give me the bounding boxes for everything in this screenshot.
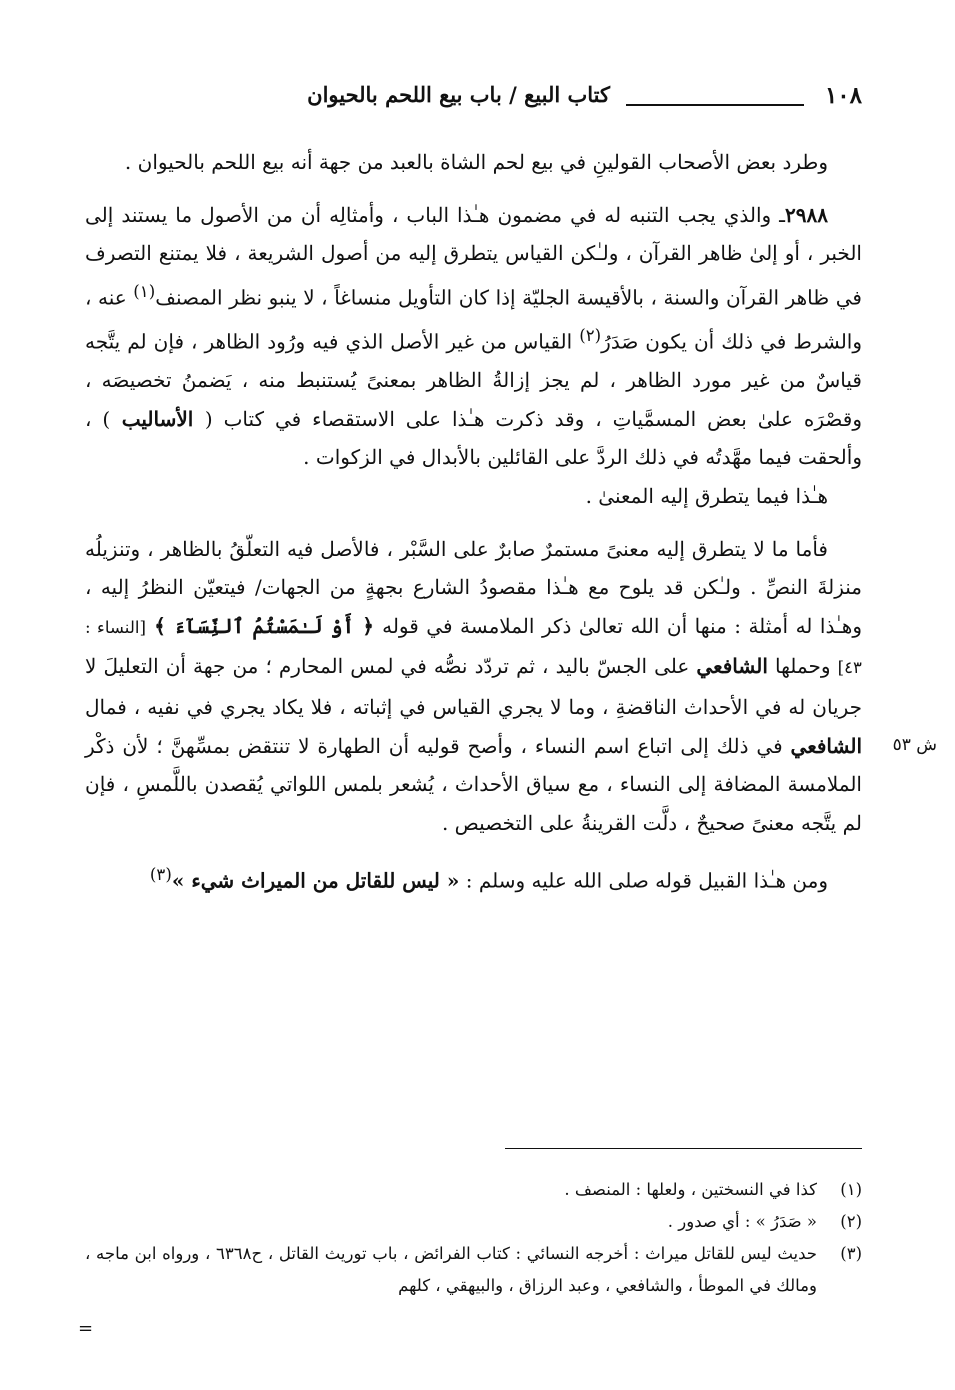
paragraph-1: وطرد بعض الأصحاب القولينِ في بيع لحم الشاة بالعبد من جهة أنه بيع اللحم بالحيوان .	[124, 150, 828, 174]
footnote-number: (٣)	[840, 1244, 862, 1263]
name-shafii-2: الشافعي	[790, 733, 862, 758]
footnote-text: حديث ليس للقاتل ميراث : أخرجه النسائي : كتاب الفرائض ، باب توريث القاتل ، ح٦٣٦٨ ، ورواه ابن ماجه ، ومالك في الموطأ ، والشافعي ، وعبد الرزاق ، والبيهقي ، كلهم	[85, 1244, 817, 1295]
quran-verse: ﴿ أَوْ لَـٰمَسْتُمُ ٱلنِّسَآءَ ﴾	[146, 613, 383, 638]
paragraph-2988: ٢٩٨٨ـ والذي يجب التنبه له في مضمون هـٰذا الباب ، وأمثالِه أن من الأصول ما يستند إلى الخبر ، أو إلىٰ ظاهر القرآن ، ولـٰكن القياس يتطرق إليه من أصول الشريعة ، فلا يمتنع التصرف في ظاهر القرآن والسنة ، بالأقيسة الجليّة إذا كان التأويل منساغاً ، لا ينبو نظر المصنف$^{(١)}$ عنه ، والشرط في ذلك أن يكون صَدَرُ$^{(٢)}$ القياس من غير الأصل الذي فيه ورُود الظاهر ، فإن لم يتَّجه قياسٌ من غير مورد الظاهر ، لم يجز إزالةُ الظاهر بمعنىً يُستنبط منه ، يَضمنُ تخصيصَه ، وقصْرَه علىٰ بعض المسمَّياتِ ، وقد ذكرت هـٰذا على الاستقصاء في كتاب ( الأساليب ) ، وألحقت فيما مهَّدتُه في ذلك الردَّ على القائلين بالأبدال في الزكوات .	[85, 202, 863, 470]
footnote-separator	[505, 1148, 862, 1149]
footnote-text: كذا في النسختين ، ولعلها : المنصف .	[564, 1180, 817, 1199]
paragraph-5: ومن هـٰذا القبيل قوله صلى الله عليه وسلم : « ليس للقاتل من الميراث شيء »$^{(٣)}$	[149, 865, 828, 894]
footnote-text: « صَدَرُ » : أي صدور .	[667, 1212, 817, 1231]
hadith-quote: « ليس للقاتل من الميراث شيء »	[171, 869, 460, 894]
footnote-ref-3[interactable]: (٣)	[149, 865, 172, 885]
quran-reference: [النساء : ٤٣]	[85, 617, 862, 678]
main-text	[85, 143, 862, 901]
footnotes	[85, 1174, 862, 1302]
name-shafii-1: الشافعي	[696, 654, 768, 679]
running-title: كتاب البيع / باب بيع اللحم بالحيوان	[307, 82, 610, 107]
header-rule	[626, 104, 804, 106]
page-number: ١٠٨	[824, 82, 862, 109]
manuscript-folio-note: ش ٥٣	[892, 735, 937, 755]
footnote-3	[85, 1238, 862, 1302]
footnote-ref-2[interactable]: (٢)	[579, 326, 602, 346]
issue-number: ٢٩٨٨	[785, 202, 828, 227]
page-header	[85, 82, 862, 122]
footnote-2	[85, 1206, 862, 1238]
footnote-1	[85, 1174, 862, 1206]
footnote-number: (٢)	[840, 1212, 862, 1231]
continuation-mark: =	[78, 1318, 94, 1339]
paragraph-4: فأما ما لا يتطرق إليه معنىً مستمرٌ صابرٌ على السَّبْر ، فالأصل فيه التعلّقُ بالظاهر ، وتنزيلُه منزلةَ النصِّ . ولـٰكن قد يلوح مع هـٰذا مقصودُ الشارع بجهةٍ من الجهات/ فيتعيّن النظرُ إليه ، وهـٰذا له أمثلة : منها أن الله تعالىٰ ذكر الملامسة في قوله ﴿ أَوْ لَـٰمَسْتُمُ ٱلنِّسَآءَ ﴾ [النساء : ٤٣] وحملها الشافعي على الجسّ باليد ، ثم تردّد نصُّه في لمس المحارم ؛ من جهة أن التعليلَ لا جريان له في الأحداث الناقضةِ ، وما لا يجري القياس في إثباته ، فلا يكاد يجري في نفيه ، فمال الشافعي في ذلك إلى اتباع اسم النساء ، وأصح قوليه أن الطهارة لا تنتقض بمسِّهنَّ ؛ لأن ذكْر الملامسة المضافة إلى النساء ، مع سياق الأحداث ، يُشعر بلمس اللواتي يُقصدن باللَّمسِ ، فإن لم يتَّجه معنىً صحيحٌ ، دلَّت القرينةُ على التخصيص .	[85, 536, 863, 835]
paragraph-3: هـٰذا فيما يتطرق إليه المعنىٰ .	[585, 484, 828, 509]
footnote-ref-1[interactable]: (١)	[133, 281, 156, 301]
footnote-number: (١)	[840, 1180, 862, 1199]
book-title-asalib: الأساليب	[110, 406, 205, 431]
